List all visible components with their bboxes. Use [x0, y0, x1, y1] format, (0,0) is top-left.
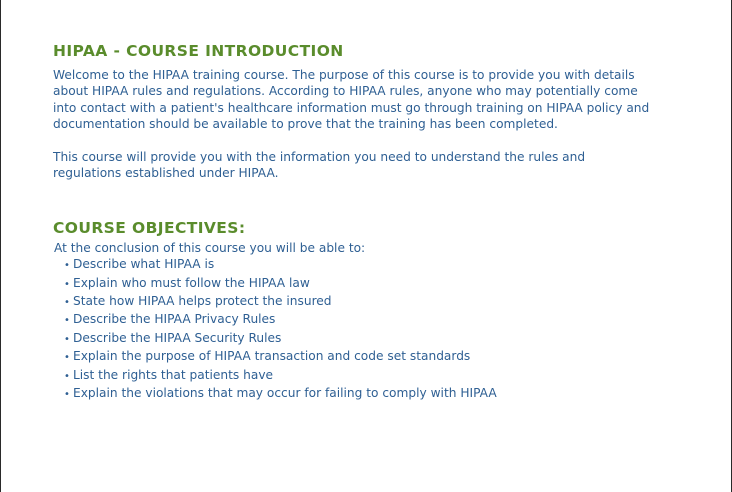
bullet-icon: • [64, 278, 70, 290]
objective-text: Describe what HIPAA is [73, 257, 215, 272]
objective-item [64, 348, 653, 366]
bullet-icon: • [64, 333, 70, 345]
objective-item [64, 367, 653, 385]
bullet-icon: • [64, 297, 70, 309]
bullet-icon: • [64, 315, 70, 327]
objectives-list [53, 256, 653, 403]
objective-item [64, 311, 653, 329]
objective-item [64, 293, 653, 311]
objective-text: Describe the HIPAA Security Rules [73, 330, 282, 345]
objective-text: Explain the violations that may occur for failing to comply with HIPAA [73, 386, 497, 401]
objective-text: List the rights that patients have [73, 367, 274, 382]
bullet-icon: • [64, 389, 70, 401]
objective-text: Explain who must follow the HIPAA law [73, 275, 310, 290]
intro-heading: HIPAA - COURSE INTRODUCTION [53, 42, 344, 60]
objective-text: Describe the HIPAA Privacy Rules [73, 312, 276, 327]
bullet-icon: • [64, 352, 70, 364]
bullet-icon: • [64, 260, 70, 272]
objective-text: State how HIPAA helps protect the insured [73, 294, 332, 309]
objective-item [64, 256, 653, 274]
objective-item [64, 385, 653, 403]
objective-text: Explain the purpose of HIPAA transaction and code set standards [73, 349, 471, 364]
objective-item [64, 275, 653, 293]
objective-item [64, 330, 653, 348]
intro-paragraph-purpose: Welcome to the HIPAA training course. The purpose of this course is to provide you with details about HIPAA rules and regulations. According to HIPAA rules, anyone who may potentially come into contact with a patient's healthcare information must go through training on HIPAA policy and documentation should be available to prove that the training has been completed. [53, 68, 650, 132]
bullet-icon: • [64, 370, 70, 382]
intro-paragraph-information: This course will provide you with the information you need to understand the rules and regulations established under HIPAA. [53, 150, 586, 181]
objectives-heading: COURSE OBJECTIVES: [53, 218, 246, 237]
slide-content [53, 41, 653, 403]
objectives-intro: At the conclusion of this course you will be able to: [54, 240, 366, 255]
